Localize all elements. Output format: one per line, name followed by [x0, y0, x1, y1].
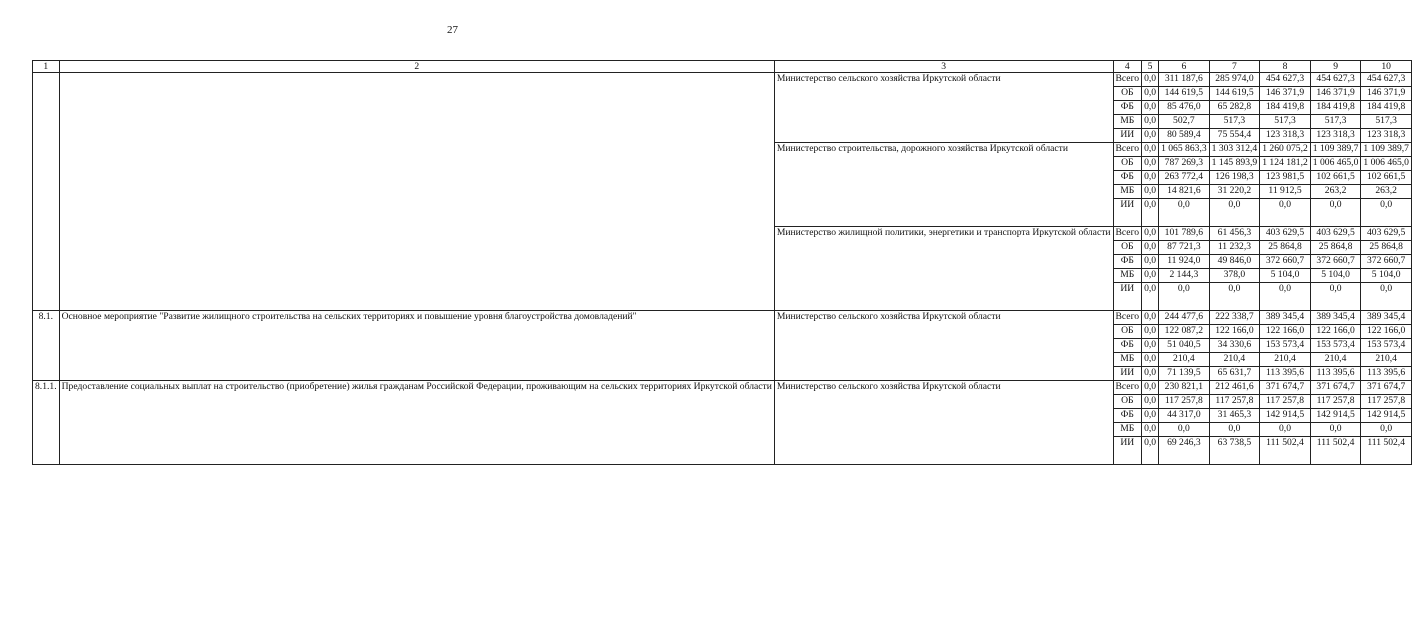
value-cell: 0,0 — [1142, 255, 1159, 269]
value-cell: 517,3 — [1310, 115, 1361, 129]
value-cell: 184 419,8 — [1361, 101, 1412, 115]
value-cell: 210,4 — [1310, 353, 1361, 367]
value-cell: 403 629,5 — [1260, 227, 1311, 241]
value-cell: 0,0 — [1142, 185, 1159, 199]
value-cell: 11 924,0 — [1159, 255, 1210, 269]
funding-source-cell: Всего — [1113, 311, 1142, 325]
funding-source-cell: ОБ — [1113, 395, 1142, 409]
column-header: 10 — [1361, 61, 1412, 73]
value-cell: 146 371,9 — [1361, 87, 1412, 101]
funding-source-cell: ФБ — [1113, 101, 1142, 115]
value-cell: 111 502,4 — [1260, 437, 1311, 465]
value-cell: 0,0 — [1310, 423, 1361, 437]
value-cell: 0,0 — [1159, 423, 1210, 437]
funding-source-cell: МБ — [1113, 269, 1142, 283]
value-cell: 65 631,7 — [1209, 367, 1260, 381]
value-cell: 122 166,0 — [1260, 325, 1311, 339]
value-cell: 389 345,4 — [1260, 311, 1311, 325]
value-cell: 0,0 — [1209, 423, 1260, 437]
executor-cell: Министерство сельского хозяйства Иркутской области — [774, 381, 1113, 465]
value-cell: 75 554,4 — [1209, 129, 1260, 143]
column-header: 2 — [59, 61, 774, 73]
value-cell: 142 914,5 — [1310, 409, 1361, 423]
value-cell: 1 145 893,9 — [1209, 157, 1260, 171]
value-cell: 0,0 — [1142, 353, 1159, 367]
value-cell: 1 065 863,3 — [1159, 143, 1210, 157]
value-cell: 372 660,7 — [1260, 255, 1311, 269]
funding-source-cell: ОБ — [1113, 241, 1142, 255]
value-cell: 210,4 — [1260, 353, 1311, 367]
value-cell: 1 109 389,7 — [1361, 143, 1412, 157]
column-header: 3 — [774, 61, 1113, 73]
value-cell: 123 318,3 — [1260, 129, 1311, 143]
value-cell: 454 627,3 — [1361, 73, 1412, 87]
value-cell: 263 772,4 — [1159, 171, 1210, 185]
funding-source-cell: Всего — [1113, 143, 1142, 157]
value-cell: 5 104,0 — [1260, 269, 1311, 283]
value-cell: 403 629,5 — [1361, 227, 1412, 241]
value-cell: 144 619,5 — [1159, 87, 1210, 101]
value-cell: 1 006 465,0 — [1310, 157, 1361, 171]
funding-source-cell: ФБ — [1113, 339, 1142, 353]
activity-name-cell — [59, 73, 774, 311]
value-cell: 454 627,3 — [1310, 73, 1361, 87]
value-cell: 34 330,6 — [1209, 339, 1260, 353]
value-cell: 144 619,5 — [1209, 87, 1260, 101]
value-cell: 102 661,5 — [1310, 171, 1361, 185]
funding-source-cell: Всего — [1113, 73, 1142, 87]
value-cell: 222 338,7 — [1209, 311, 1260, 325]
value-cell: 311 187,6 — [1159, 73, 1210, 87]
column-header: 5 — [1142, 61, 1159, 73]
value-cell: 117 257,8 — [1361, 395, 1412, 409]
funding-source-cell: МБ — [1113, 423, 1142, 437]
value-cell: 153 573,4 — [1361, 339, 1412, 353]
value-cell: 123 981,5 — [1260, 171, 1311, 185]
value-cell: 123 318,3 — [1361, 129, 1412, 143]
value-cell: 0,0 — [1361, 199, 1412, 227]
value-cell: 0,0 — [1209, 199, 1260, 227]
value-cell: 5 104,0 — [1361, 269, 1412, 283]
table-row — [33, 381, 1412, 395]
value-cell: 1 303 312,4 — [1209, 143, 1260, 157]
value-cell: 517,3 — [1260, 115, 1311, 129]
value-cell: 0,0 — [1260, 283, 1311, 311]
value-cell: 0,0 — [1142, 241, 1159, 255]
value-cell: 122 087,2 — [1159, 325, 1210, 339]
value-cell: 1 124 181,2 — [1260, 157, 1311, 171]
value-cell: 787 269,3 — [1159, 157, 1210, 171]
value-cell: 0,0 — [1142, 437, 1159, 465]
funding-source-cell: ИИ — [1113, 129, 1142, 143]
table-row — [33, 73, 1412, 87]
value-cell: 25 864,8 — [1310, 241, 1361, 255]
value-cell: 0,0 — [1159, 283, 1210, 311]
value-cell: 210,4 — [1159, 353, 1210, 367]
value-cell: 14 821,6 — [1159, 185, 1210, 199]
value-cell: 263,2 — [1361, 185, 1412, 199]
item-number-cell: 8.1.1. — [33, 381, 60, 465]
value-cell: 0,0 — [1142, 87, 1159, 101]
value-cell: 0,0 — [1260, 199, 1311, 227]
budget-table — [32, 60, 1412, 465]
value-cell: 51 040,5 — [1159, 339, 1210, 353]
value-cell: 113 395,6 — [1260, 367, 1311, 381]
funding-source-cell: ФБ — [1113, 255, 1142, 269]
activity-name-cell: Основное мероприятие "Развитие жилищного строительства на сельских территориях и повышение уровня благоустройства домовладений" — [59, 311, 774, 381]
funding-source-cell: МБ — [1113, 185, 1142, 199]
value-cell: 101 789,6 — [1159, 227, 1210, 241]
value-cell: 25 864,8 — [1361, 241, 1412, 255]
value-cell: 0,0 — [1159, 199, 1210, 227]
value-cell: 102 661,5 — [1361, 171, 1412, 185]
value-cell: 0,0 — [1142, 143, 1159, 157]
table-row — [33, 311, 1412, 325]
value-cell: 49 846,0 — [1209, 255, 1260, 269]
value-cell: 371 674,7 — [1310, 381, 1361, 395]
value-cell: 0,0 — [1142, 73, 1159, 87]
table-body — [33, 73, 1412, 465]
value-cell: 0,0 — [1142, 367, 1159, 381]
value-cell: 153 573,4 — [1310, 339, 1361, 353]
value-cell: 0,0 — [1142, 311, 1159, 325]
value-cell: 123 318,3 — [1310, 129, 1361, 143]
value-cell: 5 104,0 — [1310, 269, 1361, 283]
value-cell: 122 166,0 — [1209, 325, 1260, 339]
value-cell: 71 139,5 — [1159, 367, 1210, 381]
value-cell: 113 395,6 — [1310, 367, 1361, 381]
value-cell: 25 864,8 — [1260, 241, 1311, 255]
executor-cell: Министерство жилищной политики, энергетики и транспорта Иркутской области — [774, 227, 1113, 311]
funding-source-cell: Всего — [1113, 381, 1142, 395]
value-cell: 454 627,3 — [1260, 73, 1311, 87]
value-cell: 184 419,8 — [1260, 101, 1311, 115]
value-cell: 0,0 — [1142, 115, 1159, 129]
value-cell: 11 232,3 — [1209, 241, 1260, 255]
value-cell: 0,0 — [1142, 171, 1159, 185]
value-cell: 210,4 — [1209, 353, 1260, 367]
funding-source-cell: ФБ — [1113, 409, 1142, 423]
value-cell: 146 371,9 — [1310, 87, 1361, 101]
value-cell: 0,0 — [1142, 157, 1159, 171]
funding-source-cell: ФБ — [1113, 171, 1142, 185]
value-cell: 0,0 — [1142, 423, 1159, 437]
column-header: 4 — [1113, 61, 1142, 73]
value-cell: 378,0 — [1209, 269, 1260, 283]
value-cell: 63 738,5 — [1209, 437, 1260, 465]
value-cell: 146 371,9 — [1260, 87, 1311, 101]
value-cell: 0,0 — [1310, 199, 1361, 227]
value-cell: 372 660,7 — [1361, 255, 1412, 269]
executor-cell: Министерство сельского хозяйства Иркутской области — [774, 73, 1113, 143]
value-cell: 389 345,4 — [1361, 311, 1412, 325]
funding-source-cell: ОБ — [1113, 325, 1142, 339]
value-cell: 210,4 — [1361, 353, 1412, 367]
value-cell: 244 477,6 — [1159, 311, 1210, 325]
value-cell: 61 456,3 — [1209, 227, 1260, 241]
item-number-cell: 8.1. — [33, 311, 60, 381]
column-header: 6 — [1159, 61, 1210, 73]
page-number: 27 — [447, 24, 458, 36]
value-cell: 1 109 389,7 — [1310, 143, 1361, 157]
value-cell: 263,2 — [1310, 185, 1361, 199]
value-cell: 0,0 — [1142, 101, 1159, 115]
value-cell: 111 502,4 — [1361, 437, 1412, 465]
value-cell: 85 476,0 — [1159, 101, 1210, 115]
activity-name-cell: Предоставление социальных выплат на строительство (приобретение) жилья гражданам Российской Федерации, проживающим на сельских территориях Иркутской области — [59, 381, 774, 465]
value-cell: 122 166,0 — [1310, 325, 1361, 339]
column-header: 9 — [1310, 61, 1361, 73]
executor-cell: Министерство строительства, дорожного хозяйства Иркутской области — [774, 143, 1113, 227]
column-header: 1 — [33, 61, 60, 73]
value-cell: 0,0 — [1142, 381, 1159, 395]
value-cell: 80 589,4 — [1159, 129, 1210, 143]
funding-source-cell: ИИ — [1113, 283, 1142, 311]
value-cell: 0,0 — [1142, 409, 1159, 423]
value-cell: 184 419,8 — [1310, 101, 1361, 115]
value-cell: 371 674,7 — [1260, 381, 1311, 395]
value-cell: 117 257,8 — [1159, 395, 1210, 409]
value-cell: 69 246,3 — [1159, 437, 1210, 465]
value-cell: 0,0 — [1142, 199, 1159, 227]
value-cell: 1 260 075,2 — [1260, 143, 1311, 157]
value-cell: 389 345,4 — [1310, 311, 1361, 325]
value-cell: 1 006 465,0 — [1361, 157, 1412, 171]
value-cell: 0,0 — [1209, 283, 1260, 311]
value-cell: 0,0 — [1142, 129, 1159, 143]
funding-source-cell: МБ — [1113, 353, 1142, 367]
value-cell: 117 257,8 — [1310, 395, 1361, 409]
value-cell: 230 821,1 — [1159, 381, 1210, 395]
value-cell: 0,0 — [1142, 269, 1159, 283]
funding-source-cell: ИИ — [1113, 437, 1142, 465]
value-cell: 0,0 — [1142, 283, 1159, 311]
value-cell: 0,0 — [1361, 283, 1412, 311]
value-cell: 285 974,0 — [1209, 73, 1260, 87]
value-cell: 11 912,5 — [1260, 185, 1311, 199]
value-cell: 517,3 — [1209, 115, 1260, 129]
value-cell: 142 914,5 — [1361, 409, 1412, 423]
value-cell: 2 144,3 — [1159, 269, 1210, 283]
value-cell: 87 721,3 — [1159, 241, 1210, 255]
value-cell: 31 220,2 — [1209, 185, 1260, 199]
header-row — [33, 61, 1412, 73]
funding-source-cell: ОБ — [1113, 87, 1142, 101]
funding-source-cell: Всего — [1113, 227, 1142, 241]
funding-source-cell: МБ — [1113, 115, 1142, 129]
value-cell: 153 573,4 — [1260, 339, 1311, 353]
value-cell: 372 660,7 — [1310, 255, 1361, 269]
funding-source-cell: ИИ — [1113, 199, 1142, 227]
value-cell: 0,0 — [1260, 423, 1311, 437]
item-number-cell — [33, 73, 60, 311]
column-header: 8 — [1260, 61, 1311, 73]
value-cell: 0,0 — [1361, 423, 1412, 437]
value-cell: 65 282,8 — [1209, 101, 1260, 115]
value-cell: 142 914,5 — [1260, 409, 1311, 423]
executor-cell: Министерство сельского хозяйства Иркутской области — [774, 311, 1113, 381]
value-cell: 371 674,7 — [1361, 381, 1412, 395]
funding-source-cell: ИИ — [1113, 367, 1142, 381]
value-cell: 517,3 — [1361, 115, 1412, 129]
value-cell: 0,0 — [1142, 339, 1159, 353]
value-cell: 212 461,6 — [1209, 381, 1260, 395]
column-header: 7 — [1209, 61, 1260, 73]
value-cell: 403 629,5 — [1310, 227, 1361, 241]
value-cell: 0,0 — [1142, 227, 1159, 241]
funding-source-cell: ОБ — [1113, 157, 1142, 171]
value-cell: 44 317,0 — [1159, 409, 1210, 423]
value-cell: 113 395,6 — [1361, 367, 1412, 381]
value-cell: 122 166,0 — [1361, 325, 1412, 339]
value-cell: 117 257,8 — [1209, 395, 1260, 409]
value-cell: 0,0 — [1310, 283, 1361, 311]
value-cell: 111 502,4 — [1310, 437, 1361, 465]
value-cell: 0,0 — [1142, 325, 1159, 339]
value-cell: 0,0 — [1142, 395, 1159, 409]
value-cell: 117 257,8 — [1260, 395, 1311, 409]
value-cell: 31 465,3 — [1209, 409, 1260, 423]
value-cell: 502,7 — [1159, 115, 1210, 129]
value-cell: 126 198,3 — [1209, 171, 1260, 185]
